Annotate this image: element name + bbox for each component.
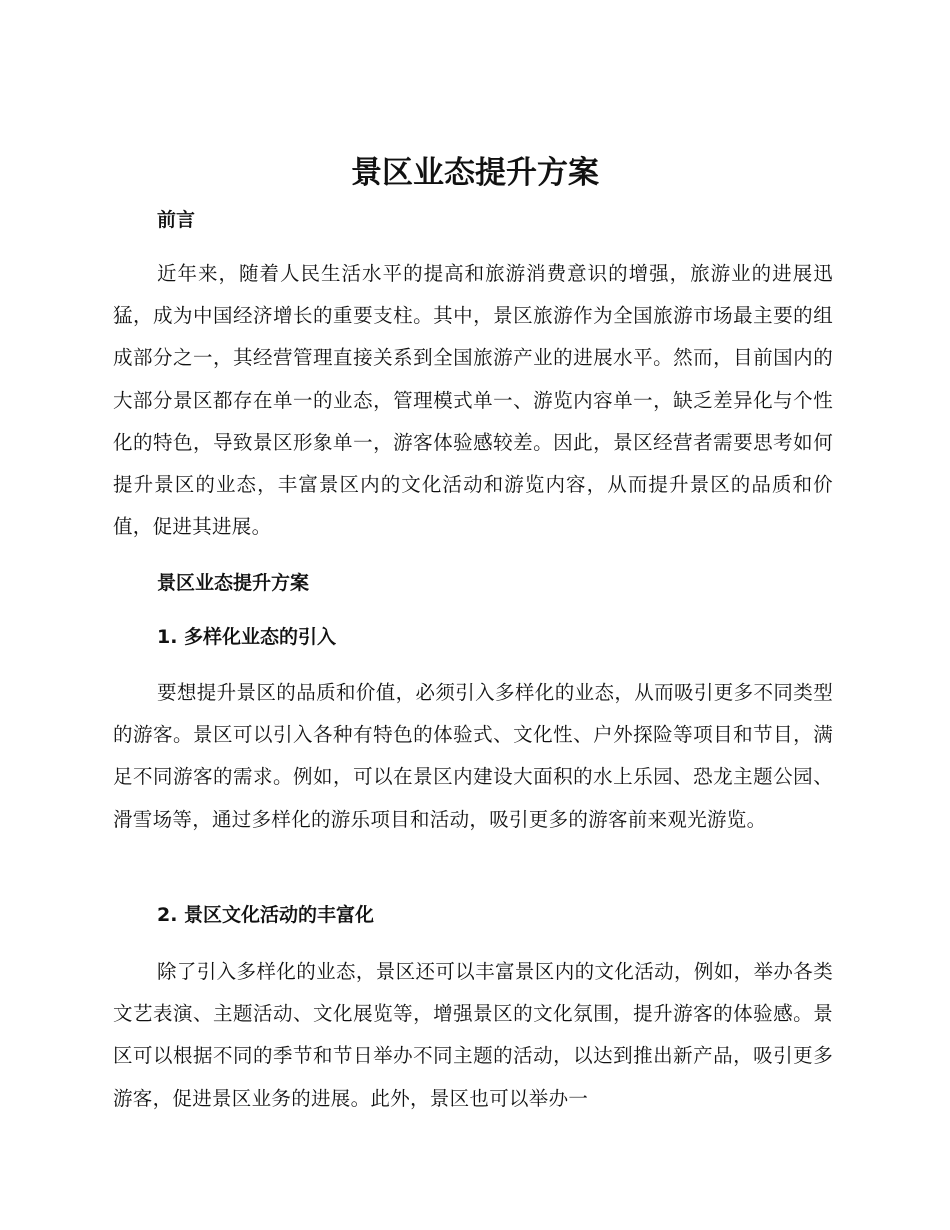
section1-paragraph: 要想提升景区的品质和价值，必须引入多样化的业态，从而吸引更多不同类型的游客。景区可以引入各种有特色的体验式、文化性、户外探险等项目和节目，满足不同游客的需求。例如，可以在景区内建设大面积的水上乐园、恐龙主题公园、滑雪场等，通过多样化的游乐项目和活动，吸引更多的游客前来观光游览。 bbox=[113, 681, 833, 831]
preface-heading: 前言 bbox=[157, 209, 196, 231]
preface-paragraph: 近年来，随着人民生活水平的提高和旅游消费意识的增强，旅游业的进展迅猛，成为中国经济增长的重要支柱。其中，景区旅游作为全国旅游市场最主要的组成部分之一，其经营管理直接关系到全国旅游产业的进展水平。然而，目前国内的大部分景区都存在单一的业态，管理模式单一、游览内容单一，缺乏差异化与个性化的特色，导致景区形象单一，游客体验感较差。因此，景区经营者需要思考如何提升景区的业态，丰富景区内的文化活动和游览内容，从而提升景区的品质和价值，促进其进展。 bbox=[113, 262, 833, 539]
section1-heading: 1. 多样化业态的引入 bbox=[157, 626, 337, 648]
section2-paragraph: 除了引入多样化的业态，景区还可以丰富景区内的文化活动，例如，举办各类文艺表演、主题活动、文化展览等，增强景区的文化氛围，提升游客的体验感。景区可以根据不同的季节和节日举办不同主题的活动，以达到推出新产品，吸引更多游客，促进景区业务的进展。此外，景区也可以举办一 bbox=[113, 960, 833, 1110]
plan-heading: 景区业态提升方案 bbox=[157, 572, 310, 594]
document-title: 景区业态提升方案 bbox=[351, 155, 599, 191]
section2-heading: 2. 景区文化活动的丰富化 bbox=[157, 904, 375, 926]
